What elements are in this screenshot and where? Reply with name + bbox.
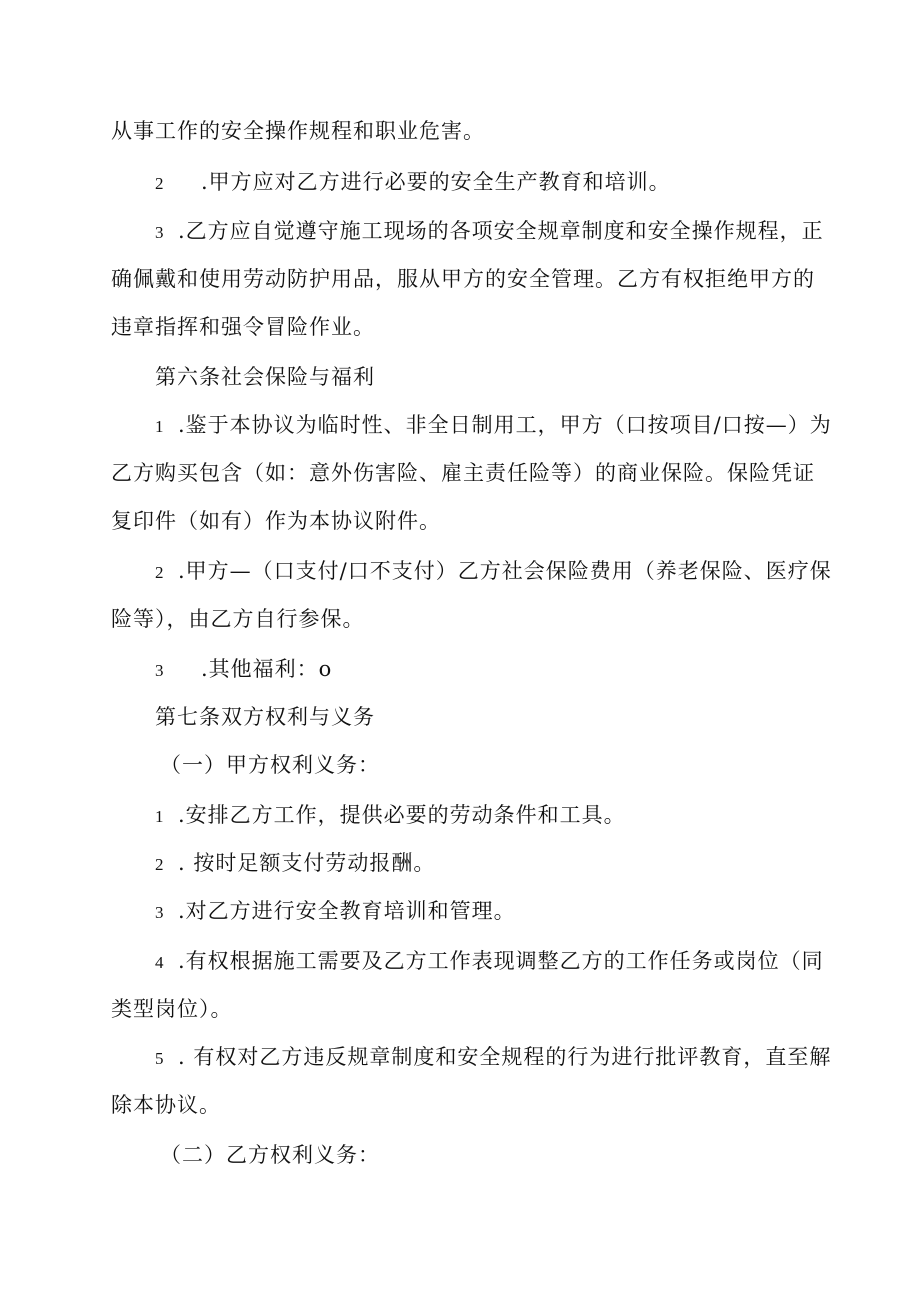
item-number: 1 (155, 417, 164, 436)
line-text: 除本协议。 (111, 1093, 221, 1117)
list-item (155, 801, 626, 831)
list-item (155, 1043, 831, 1073)
item-text: .甲方—（口支付/口不支付）乙方社会保险费用（养老保险、医疗保 (178, 559, 832, 583)
item-number: 3 (155, 903, 164, 922)
text-line (111, 459, 815, 487)
line-text: 确佩戴和使用劳动防护用品，服从甲方的安全管理。乙方有权拒绝甲方的 (111, 267, 815, 291)
text-line (111, 605, 365, 633)
line-text: 违章指挥和强令冒险作业。 (111, 315, 375, 339)
item-text: .对乙方进行安全教育培训和管理。 (178, 899, 516, 923)
section-heading (155, 703, 375, 731)
heading-text: 第七条双方权利与义务 (155, 705, 375, 729)
subsection-heading (160, 751, 380, 779)
item-text: . 按时足额支付劳动报酬。 (178, 851, 436, 875)
line-text: 类型岗位）。 (111, 997, 233, 1021)
list-item (155, 411, 832, 441)
line-text: 复印件（如有）作为本协议附件。 (111, 509, 441, 533)
item-number: 3 (155, 223, 164, 242)
item-number: 2 (155, 855, 164, 874)
line-text: 乙方购买包含（如：意外伤害险、雇主责任险等）的商业保险。保险凭证 (111, 461, 815, 485)
text-line (111, 313, 375, 341)
text-line (111, 1091, 221, 1119)
list-item (155, 217, 824, 247)
list-item (155, 947, 824, 977)
list-item (155, 557, 832, 587)
list-item (155, 849, 435, 879)
item-text: .甲方应对乙方进行必要的安全生产教育和培训。 (201, 170, 671, 194)
item-text: . 有权对乙方违反规章制度和安全规程的行为进行批评教育，直至解 (178, 1045, 832, 1069)
item-number: 1 (155, 807, 164, 826)
item-text: .乙方应自觉遵守施工现场的各项安全规章制度和安全操作规程，正 (178, 219, 824, 243)
heading-text: （二）乙方权利义务： (160, 1143, 380, 1167)
item-text: .其他福利：o (201, 657, 333, 681)
text-line (111, 995, 233, 1023)
item-text: .鉴于本协议为临时性、非全日制用工，甲方（口按项目/口按—）为 (178, 413, 832, 437)
heading-text: 第六条社会保险与福利 (155, 365, 375, 389)
heading-text: （一）甲方权利义务： (160, 753, 380, 777)
section-heading (155, 363, 375, 391)
line-text: 险等），由乙方自行参保。 (111, 607, 365, 631)
item-number: 3 (155, 661, 164, 680)
text-line (111, 507, 441, 535)
list-item (155, 168, 671, 198)
item-text: .有权根据施工需要及乙方工作表现调整乙方的工作任务或岗位（同 (178, 949, 824, 973)
text-line (111, 265, 815, 293)
item-number: 2 (155, 174, 164, 193)
line-text: 从事工作的安全操作规程和职业危害。 (111, 119, 485, 143)
list-item (155, 655, 332, 685)
item-number: 5 (155, 1049, 164, 1068)
item-number: 4 (155, 953, 164, 972)
list-item (155, 897, 516, 927)
item-text: .安排乙方工作，提供必要的劳动条件和工具。 (178, 803, 626, 827)
text-line (111, 117, 485, 145)
subsection-heading (160, 1141, 380, 1169)
item-number: 2 (155, 563, 164, 582)
